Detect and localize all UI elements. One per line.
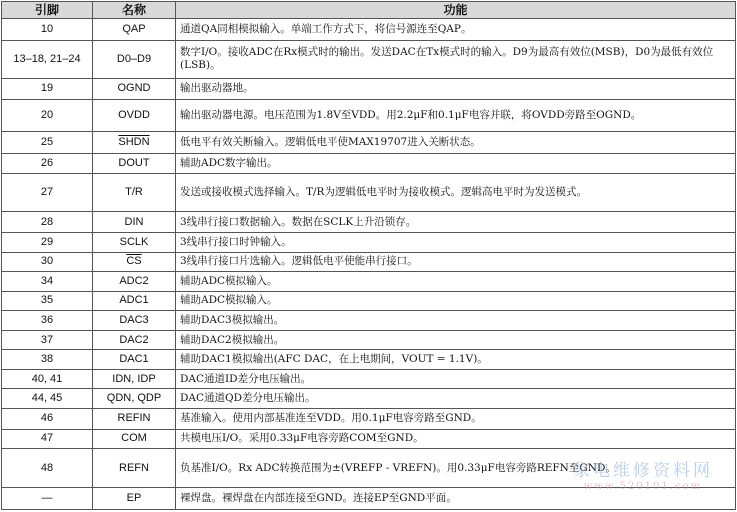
pin-number: 46 [2,408,93,429]
pin-function: 数字I/O。接收ADC在Rx模式时的输出。发送DAC在Tx模式时的输入。D9为最高有效位(MSB)，D0为最低有效位(LSB)。 [176,40,736,78]
header-pin: 引脚 [2,2,93,19]
pin-number: 44, 45 [2,389,93,409]
table-row [2,233,736,253]
pin-name: OGND [93,78,176,100]
pin-number: 27 [2,174,93,212]
pin-number: 38 [2,350,93,370]
table-row [2,291,736,311]
pin-number: 36 [2,311,93,331]
pin-function: 基准输入。使用内部基准连至VDD。用0.1μF电容旁路至GND。 [176,408,736,429]
pin-function: 辅助DAC3模拟输出。 [176,311,736,331]
pin-name: $\overline{CS}$ [93,252,176,272]
pin-function: 负基准I/O。Rx ADC转换范围为±(VREFP - VREFN)。用0.33μF电容旁路REFN至GND。 [176,449,736,488]
table-row [2,272,736,292]
pin-name: REFN [93,449,176,488]
pin-description-table [1,1,736,510]
table-row [2,19,736,41]
pin-number: 47 [2,429,93,449]
header-name: 名称 [93,2,176,19]
table-row [2,429,736,449]
pin-function: 输出驱动器电源。电压范围为1.8V至VDD。用2.2μF和0.1μF电容并联，将OVDD旁路至OGND。 [176,100,736,132]
pin-name: ADC2 [93,272,176,292]
pin-name: DAC3 [93,311,176,331]
table-row [2,449,736,488]
pin-function: 3线串行接口片选输入。逻辑低电平使能串行接口。 [176,252,736,272]
pin-number: 40, 41 [2,369,93,389]
pin-name: DIN [93,212,176,233]
pin-number: 20 [2,100,93,132]
pin-function: 输出驱动器地。 [176,78,736,100]
pin-name: DOUT [93,153,176,174]
table-row [2,488,736,510]
pin-function: 辅助ADC数字输出。 [176,153,736,174]
pin-number: 34 [2,272,93,292]
pin-function: 通道QA同相模拟输入。单端工作方式下，将信号源连至QAP。 [176,19,736,41]
pin-name: T/R [93,174,176,212]
pin-function: 辅助DAC1模拟输出(AFC DAC，在上电期间，VOUT = 1.1V)。 [176,350,736,370]
table-row [2,389,736,409]
pin-name: REFIN [93,408,176,429]
table-row [2,78,736,100]
pin-number: 35 [2,291,93,311]
pin-number: 48 [2,449,93,488]
pin-number: 28 [2,212,93,233]
table-row [2,311,736,331]
pin-name: DAC1 [93,350,176,370]
pin-number: 25 [2,132,93,154]
pin-name: ADC1 [93,291,176,311]
pin-function: 发送或接收模式选择输入。T/R为逻辑低电平时为接收模式。逻辑高电平时为发送模式。 [176,174,736,212]
pin-number: 19 [2,78,93,100]
pin-function: 低电平有效关断输入。逻辑低电平使MAX19707进入关断状态。 [176,132,736,154]
pin-function: 辅助ADC模拟输入。 [176,291,736,311]
pin-function: 3线串行接口数据输入。数据在SCLK上升沿锁存。 [176,212,736,233]
pin-number: 10 [2,19,93,41]
table-row [2,350,736,370]
pin-function: 3线串行接口时钟输入。 [176,233,736,253]
pin-name: SHDN [93,132,176,154]
pin-name: SCLK [93,233,176,253]
pin-number: — [2,488,93,510]
table-row [2,100,736,132]
pin-function: 辅助ADC模拟输入。 [176,272,736,292]
pin-name: QAP [93,19,176,41]
table-row [2,153,736,174]
table-row [2,408,736,429]
pin-name: QDN, QDP [93,389,176,409]
pin-name: IDN, IDP [93,369,176,389]
watermark-url: www.520101.com [583,481,703,492]
table-row [2,132,736,154]
pin-function: DAC通道ID差分电压输出。 [176,369,736,389]
pin-function: 裸焊盘。裸焊盘在内部连接至GND。连接EP至GND平面。 [176,488,736,510]
pin-name: EP [93,488,176,510]
table-row [2,369,736,389]
header-function: 功能 [176,2,736,19]
pin-name: COM [93,429,176,449]
table-row [2,330,736,350]
pin-name: DAC2 [93,330,176,350]
table-row [2,212,736,233]
table-header-row [2,2,736,19]
pin-number: 26 [2,153,93,174]
pin-function: DAC通道QD差分电压输出。 [176,389,736,409]
pin-name: D0–D9 [93,40,176,78]
table-row [2,174,736,212]
pin-number: 13–18, 21–24 [2,40,93,78]
pin-function: 共模电压I/O。采用0.33μF电容旁路COM至GND。 [176,429,736,449]
table-row [2,252,736,272]
pin-name: OVDD [93,100,176,132]
pin-number: 37 [2,330,93,350]
pin-number: 29 [2,233,93,253]
watermark-text: 家电维修资料网 [573,461,713,481]
pin-function: 辅助DAC2模拟输出。 [176,330,736,350]
pin-number: 30 [2,252,93,272]
table-row [2,40,736,78]
